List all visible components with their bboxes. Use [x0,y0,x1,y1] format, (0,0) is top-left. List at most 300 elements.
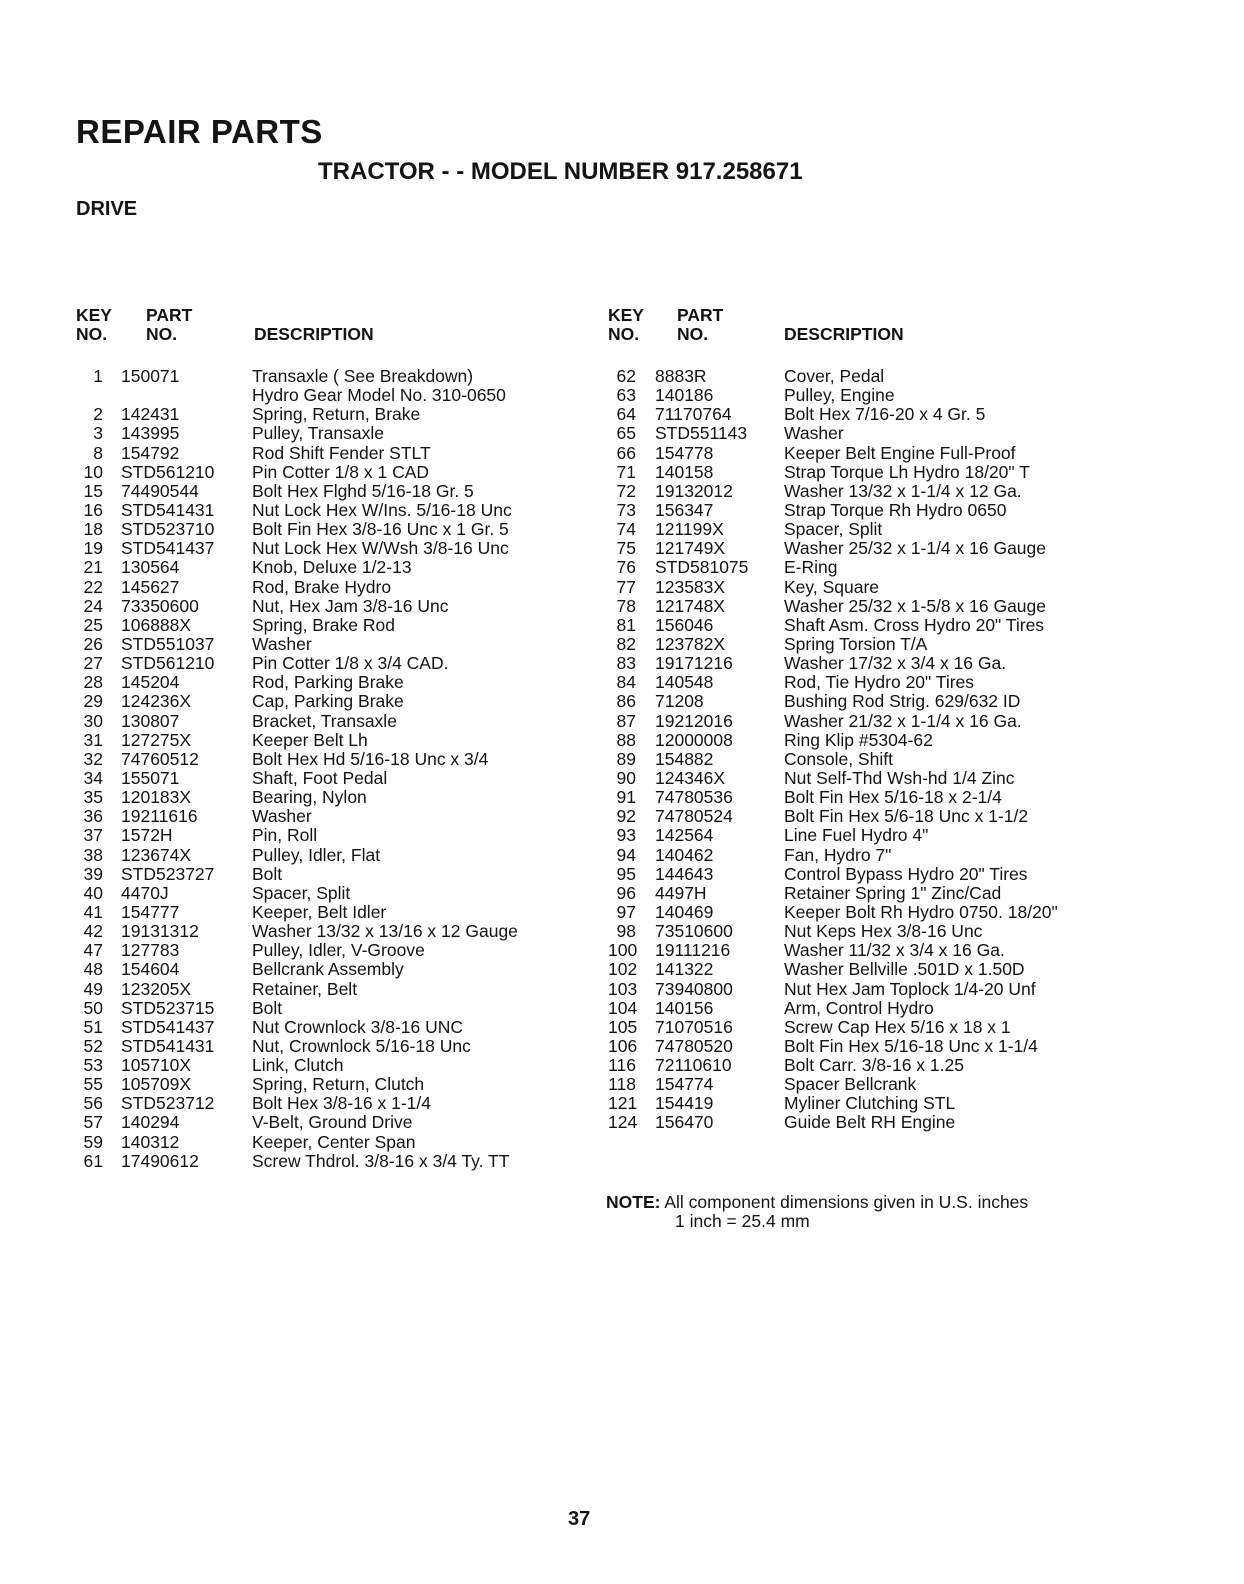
part-number: 140156 [655,997,714,1018]
part-number: 155071 [121,767,180,788]
part-description: V-Belt, Ground Drive [252,1112,413,1133]
part-row [608,1056,1208,1075]
part-number: 145627 [121,576,180,597]
key-number: 66 [616,442,636,463]
key-number: 15 [83,480,103,501]
model-heading: TRACTOR - - MODEL NUMBER 917.258671 [318,158,803,185]
part-row [76,463,596,482]
part-description: Link, Clutch [252,1055,344,1076]
part-row [608,558,1208,577]
part-row [608,788,1208,807]
part-description: Washer [252,633,312,654]
key-number: 124 [608,1112,638,1133]
part-row [608,1018,1208,1037]
parts-column-left [76,305,596,1171]
part-number: STD551037 [121,633,215,654]
part-description: Spring, Return, Brake [252,404,421,425]
part-description: Retainer Spring 1" Zinc/Cad [784,882,1002,903]
note-line-1: All component dimensions given in U.S. inches [664,1192,1029,1212]
key-number: 61 [83,1150,103,1171]
key-number: 72 [616,480,636,501]
part-header-top: PART [146,305,193,325]
key-number: 73 [616,499,636,520]
part-description: Line Fuel Hydro 4" [784,825,929,846]
part-row [608,692,1208,711]
key-number: 37 [83,825,103,846]
part-number: 4470J [121,882,169,903]
part-number: 140186 [655,385,714,406]
part-row [76,1037,596,1056]
part-row [608,405,1208,424]
key-number: 121 [608,1093,638,1114]
key-number: 22 [83,576,103,597]
part-description: Washer Bellville .501D x 1.50D [784,959,1025,980]
part-number: 105710X [121,1055,192,1076]
part-number: 156046 [655,614,714,635]
part-number: 74490544 [121,480,199,501]
key-number: 21 [83,557,103,578]
part-description: Spring, Return, Clutch [252,1074,425,1095]
part-row [76,846,596,865]
part-description: Pin Cotter 1/8 x 3/4 CAD. [252,653,449,674]
part-description: Keeper, Center Span [252,1131,416,1152]
part-number: 123674X [121,844,192,865]
part-number: 156470 [655,1112,714,1133]
key-number: 16 [83,499,103,520]
key-number: 71 [616,461,636,482]
key-number: 47 [83,940,103,961]
part-number: 130807 [121,710,180,731]
part-description: Bolt [252,863,283,884]
part-description: Washer 17/32 x 3/4 x 16 Ga. [784,653,1007,674]
part-row [608,999,1208,1018]
description-header: DESCRIPTION [254,324,374,344]
part-description: Control Bypass Hydro 20" Tires [784,863,1028,884]
part-row [76,692,596,711]
part-description: Bolt Hex 7/16-20 x 4 Gr. 5 [784,404,986,425]
part-description: Pulley, Engine [784,385,895,406]
part-number: 154774 [655,1074,714,1095]
key-number: 55 [83,1074,103,1095]
part-number: 19171216 [655,653,733,674]
part-number: 19212016 [655,710,733,731]
part-row [608,386,1208,405]
key-header-top: KEY [76,305,112,325]
part-number: STD523712 [121,1093,215,1114]
part-row [608,1113,1208,1132]
key-number: 76 [616,557,636,578]
key-number: 89 [616,748,636,769]
part-number: 121199X [655,519,724,540]
key-number: 57 [83,1112,103,1133]
part-row [76,520,596,539]
part-description: Spacer, Split [784,519,883,540]
part-description: Retainer, Belt [252,978,358,999]
part-description: Pulley, Transaxle [252,423,384,444]
part-header-bottom: NO. [677,324,709,344]
key-number: 74 [616,519,636,540]
key-number: 81 [616,614,636,635]
note-label: NOTE: [606,1192,661,1212]
part-description: Keeper Bolt Rh Hydro 0750. 18/20" [784,901,1058,922]
key-number: 27 [83,653,103,674]
part-number: 72110610 [655,1055,732,1076]
part-description: Fan, Hydro 7" [784,844,892,865]
key-number: 98 [616,921,636,942]
key-number: 96 [616,882,636,903]
key-header-top: KEY [608,305,644,325]
part-row [608,750,1208,769]
part-row [76,826,596,845]
column-header [76,305,596,367]
part-number: 105709X [121,1074,192,1095]
part-number: 120183X [121,787,192,808]
part-number: 19132012 [655,480,733,501]
part-number: 156347 [655,499,714,520]
part-description: Rod, Brake Hydro [252,576,392,597]
page-number: 37 [568,1508,591,1530]
key-number: 94 [616,844,636,865]
part-number: 142431 [121,404,180,425]
part-row [608,1037,1208,1056]
part-number: 123205X [121,978,192,999]
part-number: 73510600 [655,921,733,942]
part-row [608,884,1208,903]
part-row [608,769,1208,788]
part-row [76,903,596,922]
part-number: STD561210 [121,461,215,482]
part-number: 74780536 [655,787,733,808]
key-number: 97 [616,901,636,922]
parts-column-right [608,305,1208,1133]
part-row [608,635,1208,654]
part-number: 123583X [655,576,726,597]
key-number: 59 [83,1131,103,1152]
part-row [76,960,596,979]
key-number: 40 [83,882,103,903]
part-number: 123782X [655,633,726,654]
key-number: 19 [83,538,103,559]
part-number: STD541431 [121,499,215,520]
part-row [76,731,596,750]
parts-list-left [76,367,596,1171]
part-row [608,578,1208,597]
part-row [76,922,596,941]
part-row [608,482,1208,501]
part-number: 143995 [121,423,180,444]
part-number: STD523727 [121,863,215,884]
part-description: Pin, Roll [252,825,318,846]
key-number: 28 [83,672,103,693]
part-description: Bolt Fin Hex 5/16-18 x 2-1/4 [784,787,1002,808]
part-description: Shaft Asm. Cross Hydro 20" Tires [784,614,1045,635]
part-header-bottom: NO. [146,324,178,344]
part-number: 17490612 [121,1150,199,1171]
part-row [76,1094,596,1113]
part-number: 154777 [121,901,180,922]
part-row [76,578,596,597]
part-description: Pin Cotter 1/8 x 1 CAD [252,461,430,482]
part-row [76,482,596,501]
key-number: 30 [83,710,103,731]
key-number: 87 [616,710,636,731]
key-number: 2 [93,404,103,425]
key-number: 100 [608,940,638,961]
key-number: 18 [83,519,103,540]
part-description: Bolt Hex Flghd 5/16-18 Gr. 5 [252,480,474,501]
key-number: 91 [616,787,636,808]
key-number: 105 [608,1016,638,1037]
key-number: 31 [83,729,103,750]
part-number: 140158 [655,461,714,482]
part-row [76,999,596,1018]
part-number: 121749X [655,538,726,559]
part-description: Keeper Belt Engine Full-Proof [784,442,1016,463]
part-description: Strap Torque Rh Hydro 0650 [784,499,1007,520]
part-description: Bolt Carr. 3/8-16 x 1.25 [784,1055,964,1076]
part-description: Washer 25/32 x 1-5/8 x 16 Gauge [784,595,1047,616]
part-number: STD561210 [121,653,215,674]
part-row [76,941,596,960]
part-number: 142564 [655,825,714,846]
key-number: 51 [83,1016,103,1037]
part-row [76,635,596,654]
part-number: 73940800 [655,978,733,999]
part-number: 124346X [655,767,726,788]
part-row [608,980,1208,999]
part-description: Nut, Hex Jam 3/8-16 Unc [252,595,449,616]
part-row [608,424,1208,443]
key-number: 104 [608,997,638,1018]
part-description: Cover, Pedal [784,366,885,386]
key-number: 49 [83,978,103,999]
part-row [608,807,1208,826]
part-description: Spring Torsion T/A [784,633,928,654]
part-row [608,654,1208,673]
note-line-2: 1 inch = 25.4 mm [675,1211,810,1231]
part-description: Key, Square [784,576,880,597]
part-row [76,788,596,807]
part-row [76,654,596,673]
part-row [76,1113,596,1132]
part-number: 124236X [121,691,192,712]
part-description: Guide Belt RH Engine [784,1112,956,1133]
key-number: 36 [83,806,103,827]
key-number: 77 [616,576,636,597]
key-number: 62 [616,366,636,386]
part-description: Spacer Bellcrank [784,1074,917,1095]
part-description: Pulley, Idler, V-Groove [252,940,425,961]
part-number: STD523715 [121,997,215,1018]
key-number: 41 [83,901,103,922]
part-number: 130564 [121,557,180,578]
part-row [608,463,1208,482]
part-number: 140462 [655,844,714,865]
part-number: 19111216 [655,940,731,961]
key-number: 65 [616,423,636,444]
part-description: Spring, Brake Rod [252,614,395,635]
key-number: 35 [83,787,103,808]
part-description: Nut Self-Thd Wsh-hd 1/4 Zinc [784,767,1015,788]
part-number: 73350600 [121,595,199,616]
part-row [76,597,596,616]
part-number: STD581075 [655,557,749,578]
key-header-bottom: NO. [608,324,640,344]
part-row [608,941,1208,960]
part-number: 74780524 [655,806,733,827]
part-number: 71070516 [655,1016,733,1037]
parts-list-right [608,367,1208,1133]
part-number: 144643 [655,863,714,884]
part-description: Spacer, Split [252,882,351,903]
part-row [76,712,596,731]
part-description: Bolt [252,997,283,1018]
part-row [76,884,596,903]
part-description: Keeper, Belt Idler [252,901,387,922]
part-number: 154882 [655,748,714,769]
part-description: Bolt Hex 3/8-16 x 1-1/4 [252,1093,431,1114]
part-row [76,501,596,520]
part-row [76,558,596,577]
key-number: 26 [83,633,103,654]
key-number: 29 [83,691,103,712]
part-number: 140469 [655,901,714,922]
part-number: 4497H [655,882,707,903]
part-number: 127275X [121,729,192,750]
key-number: 82 [616,633,636,654]
key-number: 95 [616,863,636,884]
part-number: 154778 [655,442,714,463]
key-number: 3 [93,423,103,444]
part-row [608,731,1208,750]
part-row [608,922,1208,941]
part-row [76,444,596,463]
part-row [76,1133,596,1152]
part-number: STD551143 [655,423,748,444]
section-heading: DRIVE [76,198,138,220]
page-title: REPAIR PARTS [76,113,323,150]
part-row [608,444,1208,463]
key-number: 25 [83,614,103,635]
part-number: 74780520 [655,1035,733,1056]
part-number: 150071 [121,366,180,386]
key-number: 78 [616,595,636,616]
key-number: 92 [616,806,636,827]
part-number: 140294 [121,1112,180,1133]
part-number: 145204 [121,672,180,693]
part-row [608,1094,1208,1113]
part-row [608,597,1208,616]
part-description: Bracket, Transaxle [252,710,397,731]
part-number: STD523710 [121,519,215,540]
part-description: Rod Shift Fender STLT [252,442,431,463]
part-number: STD541437 [121,1016,215,1037]
key-number: 102 [608,959,638,980]
part-number: 140548 [655,672,714,693]
part-description: Transaxle ( See Breakdown) [252,366,474,386]
part-description: Rod, Parking Brake [252,672,404,693]
key-number: 10 [83,461,103,482]
part-description: Nut Lock Hex W/Ins. 5/16-18 Unc [252,499,512,520]
key-number: 38 [83,844,103,865]
key-number: 1 [93,366,103,386]
part-description: Strap Torque Lh Hydro 18/20" T [784,461,1030,482]
description-header: DESCRIPTION [784,324,904,344]
key-number: 53 [83,1055,103,1076]
part-number: 127783 [121,940,180,961]
part-row [608,367,1208,386]
part-description: Arm, Control Hydro [784,997,934,1018]
part-row [76,1056,596,1075]
part-row [76,750,596,769]
part-row [608,673,1208,692]
part-description: Ring Klip #5304-62 [784,729,933,750]
key-number: 32 [83,748,103,769]
part-row [608,520,1208,539]
part-number: STD541437 [121,538,215,559]
part-row [76,367,596,386]
part-row [76,865,596,884]
part-row [608,826,1208,845]
part-number: 1572H [121,825,173,846]
part-row [608,846,1208,865]
key-number: 24 [83,595,103,616]
part-description: Nut, Crownlock 5/16-18 Unc [252,1035,471,1056]
part-description: Bellcrank Assembly [252,959,404,980]
part-description: Nut Hex Jam Toplock 1/4-20 Unf [784,978,1036,999]
part-description: Washer 21/32 x 1-1/4 x 16 Ga. [784,710,1022,731]
key-number: 84 [616,672,636,693]
part-description: Washer [784,423,844,444]
part-row [608,712,1208,731]
part-description: Cap, Parking Brake [252,691,404,712]
key-number: 118 [608,1074,636,1095]
part-row [608,539,1208,558]
key-number: 86 [616,691,636,712]
part-row [608,1075,1208,1094]
key-number: 90 [616,767,636,788]
part-number: 140312 [121,1131,180,1152]
part-number: 74760512 [121,748,199,769]
part-row [76,539,596,558]
part-row [608,960,1208,979]
part-row [76,980,596,999]
part-number: 19131312 [121,921,199,942]
part-header-top: PART [677,305,724,325]
part-number: 106888X [121,614,192,635]
part-description: Bolt Fin Hex 5/6-18 Unc x 1-1/2 [784,806,1029,827]
key-number: 34 [83,767,103,788]
part-description: Bearing, Nylon [252,787,367,808]
part-description: Washer 13/32 x 1-1/4 x 12 Ga. [784,480,1022,501]
part-number: 8883R [655,366,707,386]
part-description: Washer 25/32 x 1-1/4 x 16 Gauge [784,538,1047,559]
key-number: 75 [616,538,636,559]
column-header [608,305,1208,367]
key-number: 50 [83,997,103,1018]
key-number: 63 [616,385,636,406]
part-description: Pulley, Idler, Flat [252,844,381,865]
part-number: STD541431 [121,1035,215,1056]
part-row [76,405,596,424]
part-description: Washer [252,806,312,827]
part-row [76,616,596,635]
part-description: Shaft, Foot Pedal [252,767,388,788]
key-number: 88 [616,729,636,750]
part-row [76,424,596,443]
key-number: 8 [93,442,103,463]
key-number: 93 [616,825,636,846]
